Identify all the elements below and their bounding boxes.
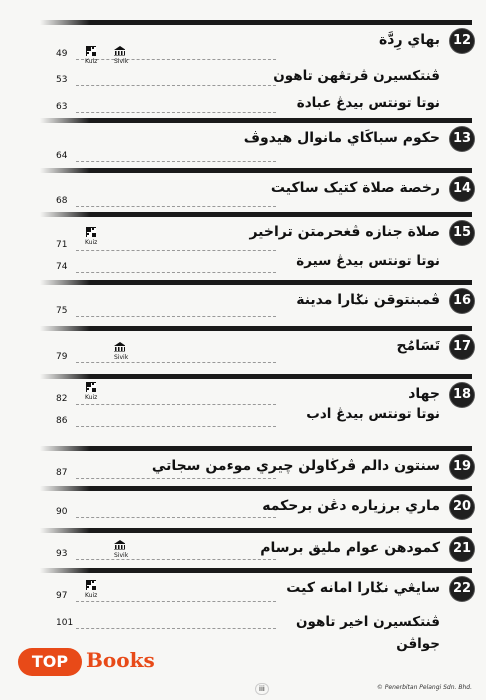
unit-title: ڤمبنتوقن نݢارا مدينة — [296, 292, 440, 308]
dotted-leader — [76, 112, 276, 113]
unit-divider-bar — [40, 446, 472, 451]
unit-divider-fade — [40, 446, 90, 451]
unit-number-badge: 17 — [450, 335, 474, 359]
unit-divider-bar — [40, 20, 472, 25]
dotted-leader — [76, 601, 276, 602]
unit-divider-fade — [40, 212, 90, 217]
page-number: 75 — [56, 306, 68, 316]
topbooks-logo-books: Books — [86, 648, 155, 672]
dotted-leader — [76, 59, 276, 60]
unit-divider-bar — [40, 486, 472, 491]
unit-divider-fade — [40, 486, 90, 491]
unit-title: ماري برزياره دڠن برحكمه — [262, 498, 440, 514]
unit-number-badge: 12 — [450, 29, 474, 53]
section-title: جواڤن — [396, 636, 440, 652]
sivik-icon — [114, 342, 125, 352]
quiz-label: Kuiz — [85, 239, 98, 246]
unit-number-badge: 22 — [450, 577, 474, 601]
unit-number-badge: 13 — [450, 127, 474, 151]
page-number: 49 — [56, 49, 68, 59]
unit-divider-bar — [40, 568, 472, 573]
unit-number-badge: 16 — [450, 289, 474, 313]
section-title: نوتا تونتس بيدڠ ادب — [306, 406, 440, 422]
page-number: 93 — [56, 549, 68, 559]
dotted-leader — [76, 426, 276, 427]
quiz-icon — [86, 382, 96, 392]
sivik-label: Sivik — [114, 354, 129, 361]
dotted-leader — [76, 316, 276, 317]
dotted-leader — [76, 362, 276, 363]
page-number: 74 — [56, 262, 68, 272]
unit-title: سنتون دالم ڤرڬاولن چيري موءمن سجاتي — [151, 458, 440, 474]
unit-number-badge: 19 — [450, 455, 474, 479]
sivik-label: Sivik — [114, 58, 129, 65]
unit-title: حکوم سباكَاي مانوال هيدوڤ — [243, 130, 440, 146]
unit-number-badge: 18 — [450, 383, 474, 407]
page-number: 90 — [56, 507, 68, 517]
unit-divider-bar — [40, 212, 472, 217]
quiz-icon — [86, 227, 96, 237]
unit-divider-fade — [40, 118, 90, 123]
page-number: 79 — [56, 352, 68, 362]
page-number: 97 — [56, 591, 68, 601]
unit-number-badge: 21 — [450, 537, 474, 561]
quiz-label: Kuiz — [85, 58, 98, 65]
page-number: 82 — [56, 394, 68, 404]
unit-title: جهاد — [408, 386, 440, 402]
unit-divider-fade — [40, 568, 90, 573]
dotted-leader — [76, 272, 276, 273]
quiz-label: Kuiz — [85, 394, 98, 401]
unit-divider-fade — [40, 528, 90, 533]
page-number: 68 — [56, 196, 68, 206]
unit-title: تَسَامُح — [396, 338, 440, 354]
topbooks-logo-top: TOP — [18, 648, 82, 676]
dotted-leader — [76, 628, 276, 629]
unit-divider-fade — [40, 20, 90, 25]
dotted-leader — [76, 250, 276, 251]
unit-title: صلاة جنازه ڤغحرمتن تراخير — [249, 224, 440, 240]
sivik-icon — [114, 46, 125, 56]
unit-divider-bar — [40, 326, 472, 331]
unit-divider-fade — [40, 374, 90, 379]
unit-title: بهاي رِدَّة — [379, 32, 440, 48]
unit-divider-bar — [40, 374, 472, 379]
unit-number-badge: 14 — [450, 177, 474, 201]
dotted-leader — [76, 404, 276, 405]
dotted-leader — [76, 478, 276, 479]
page-number: 101 — [56, 618, 74, 628]
dotted-leader — [76, 559, 276, 560]
section-title: ڤنتكسيرن ڤرتڠهن تاهون — [273, 68, 440, 84]
sivik-label: Sivik — [114, 552, 129, 559]
dotted-leader — [76, 161, 276, 162]
section-title: نوتا تونتس بيدڠ سيرة — [296, 253, 440, 269]
unit-divider-bar — [40, 280, 472, 285]
unit-number-badge: 15 — [450, 221, 474, 245]
unit-divider-bar — [40, 168, 472, 173]
unit-title: سايڠي نݢارا امانه كيت — [286, 580, 440, 596]
page-number: 71 — [56, 240, 68, 250]
dotted-leader — [76, 85, 276, 86]
section-title: ڤنتكسيرن اخير تاهون — [295, 614, 440, 630]
unit-divider-fade — [40, 280, 90, 285]
dotted-leader — [76, 517, 276, 518]
page-number: 86 — [56, 416, 68, 426]
page-number: 63 — [56, 102, 68, 112]
unit-title: كمودهن عوام مليق برسام — [260, 540, 440, 556]
quiz-label: Kuiz — [85, 592, 98, 599]
quiz-icon — [86, 580, 96, 590]
page-number: 87 — [56, 468, 68, 478]
unit-divider-fade — [40, 326, 90, 331]
page-number-roman: iii — [255, 683, 269, 695]
dotted-leader — [76, 206, 276, 207]
section-title: نوتا تونتس بيدڠ عبادة — [296, 95, 440, 111]
page-number: 53 — [56, 75, 68, 85]
publisher-credit: © Penerbitan Pelangi Sdn. Bhd. — [376, 684, 472, 691]
sivik-icon — [114, 540, 125, 550]
page-number: 64 — [56, 151, 68, 161]
unit-divider-bar — [40, 528, 472, 533]
unit-title: رخصة صلاة كتيک ساكيت — [270, 180, 440, 196]
unit-number-badge: 20 — [450, 495, 474, 519]
quiz-icon — [86, 46, 96, 56]
unit-divider-bar — [40, 118, 472, 123]
unit-divider-fade — [40, 168, 90, 173]
